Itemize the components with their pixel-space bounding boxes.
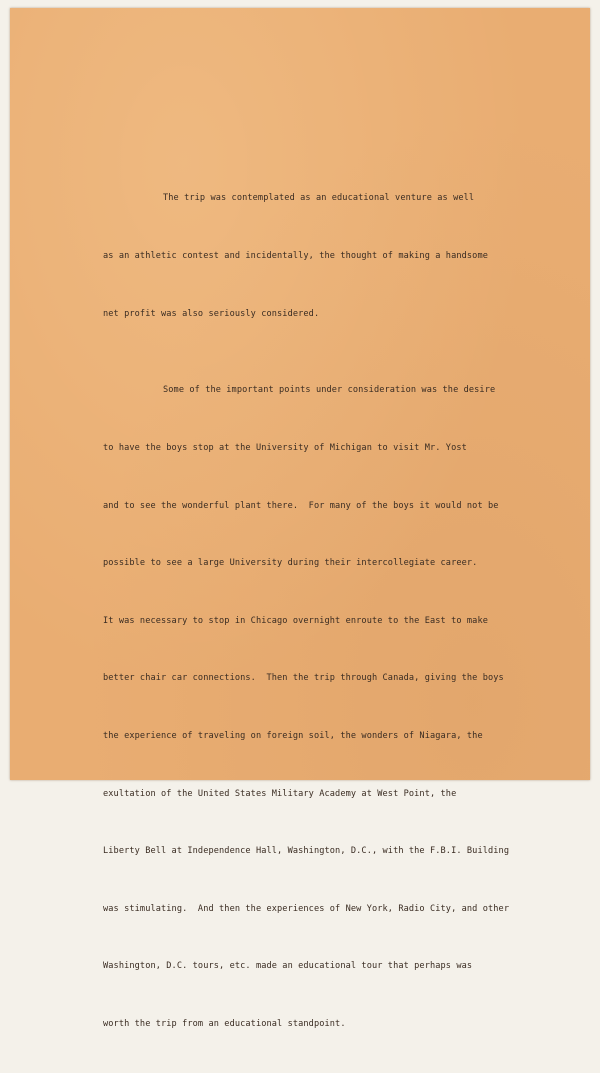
- paragraph-2-line-3: and to see the wonderful plant there. For many of the boys it would not be: [103, 500, 499, 511]
- document-body: [103, 151, 563, 1073]
- document-page: [10, 8, 590, 1029]
- paragraph-2-line-7: the experience of traveling on foreign soil, the wonders of Niagara, the: [103, 730, 483, 741]
- paragraph-2-line-2: to have the boys stop at the University of Michigan to visit Mr. Yost: [103, 442, 467, 453]
- paragraph-1-line-1: The trip was contemplated as an educational venture as well: [163, 193, 475, 204]
- paragraph-2-line-1: Some of the important points under consideration was the desire: [163, 385, 496, 396]
- paragraph-2-line-5: It was necessary to stop in Chicago overnight enroute to the East to make: [103, 615, 488, 626]
- paragraph-2-line-8: exultation of the United States Military Academy at West Point, the: [103, 788, 457, 799]
- paragraph-1-line-3: net profit was also seriously considered.: [103, 308, 320, 319]
- paragraph-1-line-2: as an athletic contest and incidentally, the thought of making a handsome: [103, 251, 488, 261]
- paragraph-2-line-9: Liberty Bell at Independence Hall, Washington, D.C., with the F.B.I. Building: [103, 846, 510, 857]
- paragraph-2-line-10: was stimulating. And then the experiences of New York, Radio City, and other: [103, 903, 510, 914]
- paragraph-2-line-4: possible to see a large University during their intercollegiate career.: [103, 558, 478, 569]
- paragraph-2-line-12: worth the trip from an educational standpoint.: [103, 1018, 346, 1029]
- paragraph-2-line-6: better chair car connections. Then the trip through Canada, giving the boys: [103, 673, 504, 684]
- paragraph-2-line-11: Washington, D.C. tours, etc. made an educational tour that perhaps was: [103, 961, 473, 972]
